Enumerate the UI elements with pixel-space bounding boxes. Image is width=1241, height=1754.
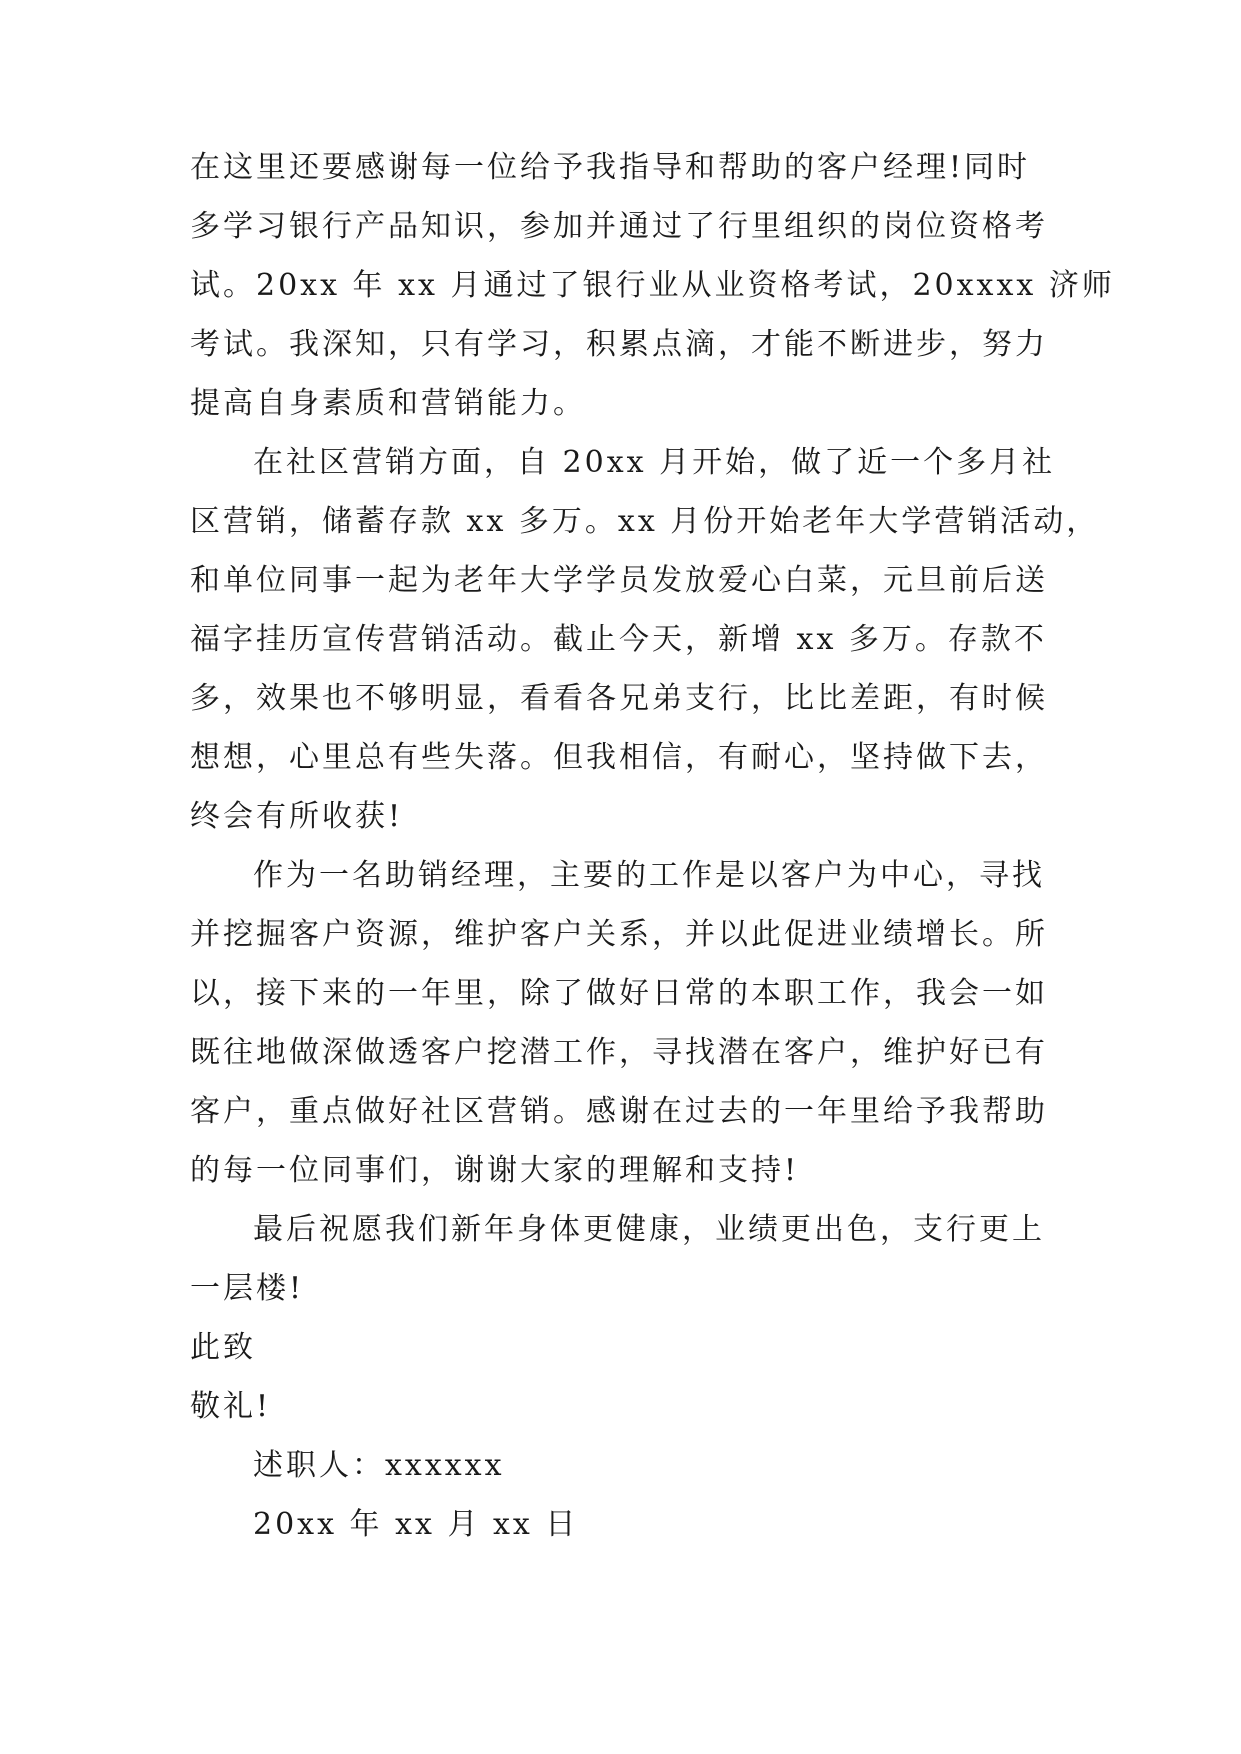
- paragraph-2-line-5: 多，效果也不够明显，看看各兄弟支行，比比差距，有时候: [190, 681, 1048, 716]
- paragraph-2-line-1: 在社区营销方面，自 20xx 月开始，做了近一个多月社: [253, 445, 1056, 480]
- paragraph-2-line-6: 想想，心里总有些失落。但我相信，有耐心，坚持做下去，: [190, 740, 1048, 775]
- paragraph-3-line-4: 既往地做深做透客户挖潜工作，寻找潜在客户，维护好已有: [190, 1035, 1048, 1070]
- paragraph-2-line-2: 区营销，储蓄存款 xx 多万。xx 月份开始老年大学营销活动，: [190, 504, 1100, 539]
- body-line-5: 提高自身素质和营销能力。: [190, 386, 586, 421]
- paragraph-4-line-1: 最后祝愿我们新年身体更健康，业绩更出色，支行更上: [253, 1212, 1045, 1247]
- paragraph-2-line-4: 福字挂历宣传营销活动。截止今天，新增 xx 多万。存款不: [190, 622, 1047, 657]
- signature-name: 述职人：xxxxxx: [253, 1448, 505, 1483]
- closing-regards: 敬礼!: [190, 1389, 272, 1424]
- body-line-4: 考试。我深知，只有学习，积累点滴，才能不断进步，努力: [190, 327, 1048, 362]
- paragraph-3-line-3: 以，接下来的一年里，除了做好日常的本职工作，我会一如: [190, 976, 1048, 1011]
- paragraph-2-line-7: 终会有所收获!: [190, 799, 404, 834]
- paragraph-2-line-3: 和单位同事一起为老年大学学员发放爱心白菜，元旦前后送: [190, 563, 1048, 598]
- body-line-1: 在这里还要感谢每一位给予我指导和帮助的客户经理!同时: [190, 150, 1031, 185]
- paragraph-3-line-1: 作为一名助销经理，主要的工作是以客户为中心，寻找: [253, 858, 1045, 893]
- paragraph-3-line-5: 客户，重点做好社区营销。感谢在过去的一年里给予我帮助: [190, 1094, 1048, 1129]
- closing-salutation: 此致: [190, 1330, 256, 1365]
- paragraph-3-line-2: 并挖掘客户资源，维护客户关系，并以此促进业绩增长。所: [190, 917, 1048, 952]
- paragraph-4-line-2: 一层楼!: [190, 1271, 305, 1306]
- paragraph-3-line-6: 的每一位同事们，谢谢大家的理解和支持!: [190, 1153, 800, 1188]
- body-line-3: 试。20xx 年 xx 月通过了银行业从业资格考试，20xxxx 济师: [190, 268, 1115, 303]
- body-line-2: 多学习银行产品知识，参加并通过了行里组织的岗位资格考: [190, 209, 1048, 244]
- signature-date: 20xx 年 xx 月 xx 日: [253, 1507, 579, 1542]
